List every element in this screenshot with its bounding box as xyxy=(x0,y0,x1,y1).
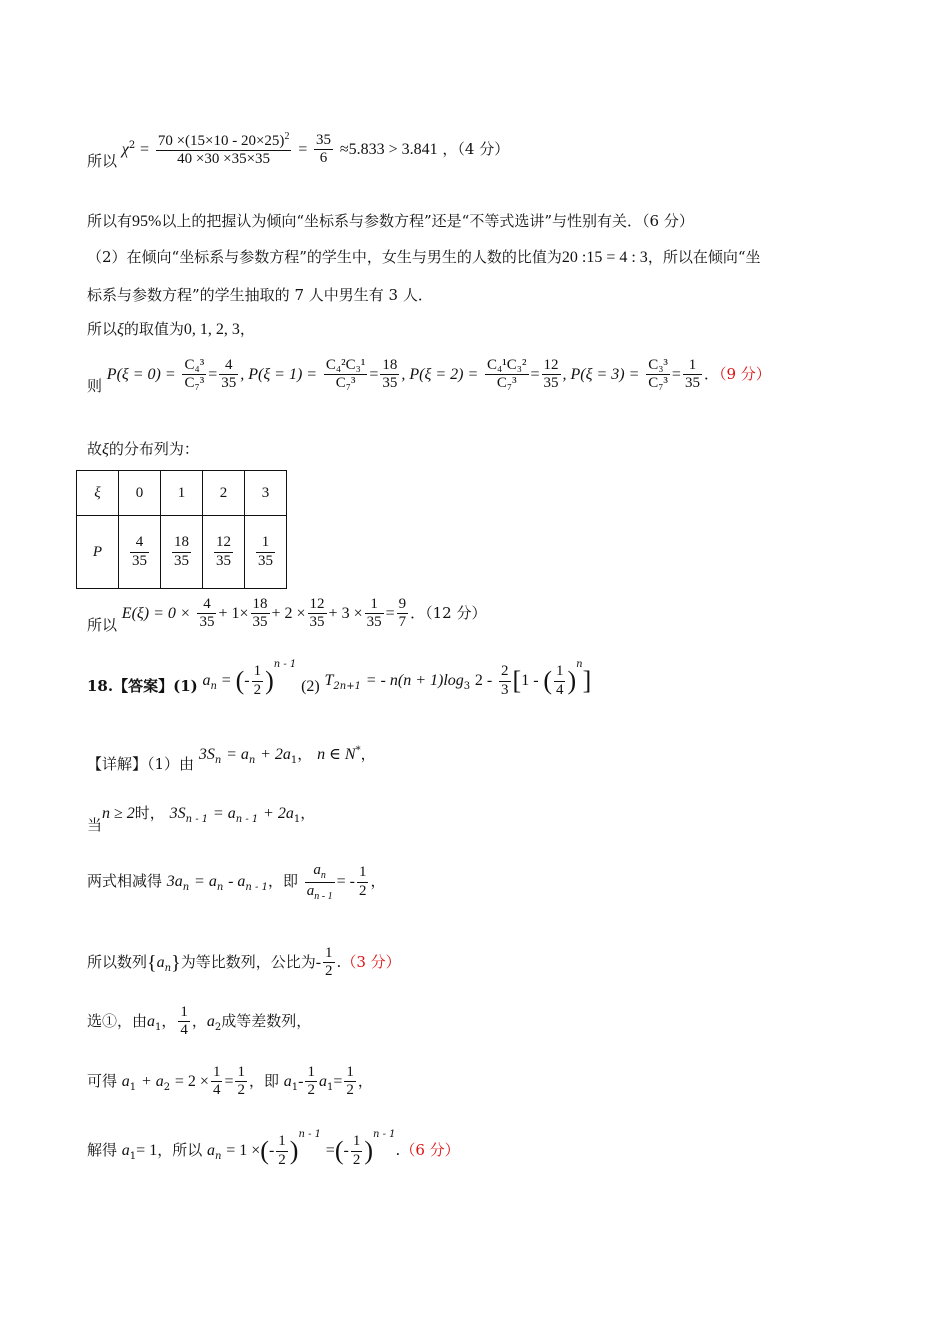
num: 1 xyxy=(178,1004,190,1022)
text: 以上的把握认为倾向“坐标系与参数方程”还是“不等式选讲”与性别有关．（6 分） xyxy=(161,212,694,230)
eq: a xyxy=(121,1142,130,1159)
den: 2 xyxy=(325,963,333,980)
table-cell: 1 xyxy=(161,471,203,516)
chi-result-fraction xyxy=(314,132,333,168)
q18-heading: 18.【答案】(1) xyxy=(87,677,198,695)
eq: + 2a xyxy=(260,746,291,763)
num: C₃³ xyxy=(646,357,670,375)
text: . xyxy=(395,1141,401,1159)
den: 35 xyxy=(252,614,268,631)
sub: n xyxy=(248,755,256,766)
text: 为等比数列，公比为 xyxy=(180,952,316,971)
header-p: P xyxy=(77,516,119,589)
op: = 2 × xyxy=(174,1072,209,1090)
text: 两式相减得 xyxy=(87,872,163,890)
text: ， xyxy=(239,320,255,338)
den: 2 xyxy=(278,1151,286,1168)
distribution-heading xyxy=(87,442,199,458)
eq: 3a xyxy=(166,873,183,890)
points: （9 分） xyxy=(718,364,771,383)
p2-comb xyxy=(485,357,528,393)
den: C₇³ xyxy=(496,375,517,392)
text: ， xyxy=(360,745,376,763)
num: 18 xyxy=(251,596,270,614)
text: 当 xyxy=(87,816,103,834)
probability-line: 则 P(ξ = 0) = $\frac{\text{C₄³}}{\text{C₇³}}$ = $\frac{4}{35}$ , P(ξ = 1) = $\frac{\text{C₄²C₃¹}}{\text{C₇³}}$ = $\frac{18}{35}$ , P(ξ = 2) = $\frac{\text{C₄¹C₃²}}{\text{C₇³}}$ = $\frac{12}{35}$ , P(ξ = 3) = $\frac{\text{C₃³}}{\text{C₇³}}$ = $\frac{1}{35}$ ．（9 分） xyxy=(87,357,771,395)
text: 所以有 xyxy=(87,212,133,230)
part-label: (2) xyxy=(301,678,320,695)
num: 1 xyxy=(554,663,566,681)
detail-line3 xyxy=(87,862,385,902)
text: 故 xyxy=(87,440,103,458)
sup: 2 xyxy=(284,131,290,142)
op: + 1× xyxy=(218,604,249,622)
text: 则 xyxy=(87,376,103,395)
p1-comb xyxy=(324,357,367,393)
text: ，即 xyxy=(267,872,298,890)
eq: = a xyxy=(226,746,249,763)
sub: 2n+1 xyxy=(333,681,361,692)
text: 标系与参数方程”的学生抽取的 7 人中男生有 3 人． xyxy=(87,286,433,304)
sub: n xyxy=(182,882,190,893)
num: 1 xyxy=(357,864,369,882)
p3-comb xyxy=(646,357,670,393)
op: = xyxy=(385,604,395,622)
p3-value xyxy=(683,357,702,393)
ratio: 20 :15 = 4 : 3 xyxy=(561,249,648,266)
bracket: [ xyxy=(512,666,522,695)
num: 4 xyxy=(130,534,149,552)
sup: * xyxy=(355,745,361,756)
den: 4 xyxy=(180,1022,188,1039)
part2-line2 xyxy=(87,288,433,303)
num: 9 xyxy=(397,596,409,614)
chi-approx: ≈5.833 > 3.841 xyxy=(339,140,438,158)
text: ， xyxy=(300,804,316,822)
op: - xyxy=(315,953,322,971)
table-cell xyxy=(161,516,203,589)
sub: n - 1 xyxy=(185,814,209,825)
den: 35 xyxy=(174,552,189,569)
op: = - xyxy=(336,873,355,890)
eq: a xyxy=(318,1072,327,1090)
op: = 1 xyxy=(136,1142,158,1159)
den: 2 xyxy=(253,681,262,698)
paren: ( xyxy=(334,1136,344,1165)
sub: 1 xyxy=(129,1081,137,1093)
table-cell xyxy=(203,516,245,589)
num: 1 xyxy=(276,1133,288,1151)
header-xi: ξ xyxy=(77,471,119,516)
sub: n xyxy=(215,1151,222,1162)
percent: 95% xyxy=(132,213,162,230)
sup: 2 xyxy=(128,139,136,151)
p0-label: P(ξ = 0) = xyxy=(106,365,176,383)
den: 4 xyxy=(212,1082,221,1099)
paren: ) xyxy=(364,1136,373,1165)
exponent: n - 1 xyxy=(298,1129,321,1140)
op: = xyxy=(221,672,231,689)
sub: 2 xyxy=(163,1081,171,1093)
sub: 1 xyxy=(290,755,298,766)
num: 1 xyxy=(305,1064,317,1082)
op: - xyxy=(343,1142,349,1159)
num: 18 xyxy=(380,357,399,375)
p3-label: , P(ξ = 3) = xyxy=(562,365,640,383)
paren: ) xyxy=(289,1136,299,1165)
eq: 3S xyxy=(198,746,215,763)
eq: 3S xyxy=(169,805,186,822)
q18-answer-line xyxy=(87,660,591,699)
op: - xyxy=(298,1072,304,1090)
den: C₇³ xyxy=(184,375,205,392)
text: ， xyxy=(191,1011,207,1030)
num: 12 xyxy=(542,357,561,375)
den: 2 xyxy=(237,1082,245,1099)
sub: n - 1 xyxy=(245,882,268,893)
text: 成等差数列， xyxy=(221,1011,312,1030)
eq: = a xyxy=(212,805,236,822)
den: 2 xyxy=(358,882,367,899)
exponent: n - 1 xyxy=(273,659,297,670)
num: 12 xyxy=(214,534,233,552)
points: ，（4 分） xyxy=(442,139,510,158)
condition: n ≥ 2 xyxy=(102,805,135,822)
chi-square-line: 所以 $\chi^2$ = $\frac{70 \times(15\times 10 - 20\times 25)^2}{40 \times 30 \times 35\times 35}$ = $\frac{35}{6}$ ≈5.833 > 3.841 ，（4 分） xyxy=(87,131,510,170)
text: ，即 xyxy=(248,1071,279,1090)
part2-line3 xyxy=(87,322,255,338)
p2-value xyxy=(542,357,561,393)
sub: 2 xyxy=(214,1021,222,1033)
op: = xyxy=(333,1072,343,1090)
expectation-line xyxy=(87,596,486,633)
table-cell xyxy=(245,516,287,589)
xi: ξ xyxy=(102,441,109,458)
den: 35 xyxy=(543,375,559,392)
sub: n xyxy=(210,681,217,692)
sub: n xyxy=(214,755,222,766)
table-cell: 2 xyxy=(203,471,245,516)
p0-value xyxy=(219,357,238,393)
op: = xyxy=(325,1142,335,1159)
detail-line5 xyxy=(87,1004,311,1040)
num: 4 xyxy=(219,357,238,375)
text: 所以 xyxy=(87,151,118,170)
text: 【详解】（1）由 xyxy=(87,755,195,773)
den: 35 xyxy=(221,375,237,392)
sub: 1 xyxy=(155,1021,162,1033)
a-n: a xyxy=(207,1142,215,1159)
den: 7 xyxy=(398,614,407,631)
exponent: n - 1 xyxy=(372,1129,396,1140)
eq: + a xyxy=(140,1072,164,1090)
den: 2 xyxy=(352,1151,361,1168)
den: 4 xyxy=(555,681,564,698)
distribution-table xyxy=(76,470,287,589)
detail-line4 xyxy=(87,945,401,981)
op: = 1 × xyxy=(226,1142,261,1159)
n-in-N: n ∈ N xyxy=(317,746,356,763)
num: 1 xyxy=(344,1064,356,1082)
detail-line7 xyxy=(87,1130,460,1169)
num: C₄¹C₃² xyxy=(485,357,528,375)
table-row xyxy=(77,471,287,516)
den: 35 xyxy=(309,614,325,631)
text: 时， xyxy=(134,804,165,822)
values: 0, 1, 2, 3 xyxy=(183,321,240,338)
paren: ( xyxy=(543,666,552,695)
num: 2 xyxy=(499,663,511,681)
den: 2 xyxy=(346,1082,354,1099)
p1-label: , P(ξ = 1) = xyxy=(240,365,318,383)
detail-line6 xyxy=(87,1064,373,1100)
den: C₇³ xyxy=(335,375,356,392)
text: 解得 xyxy=(87,1141,118,1159)
text: ， xyxy=(297,745,313,763)
sub: n xyxy=(320,870,326,881)
eq: a xyxy=(121,1072,130,1090)
sub: 3 xyxy=(463,681,471,692)
part2-line1 xyxy=(87,250,760,266)
paren: ( xyxy=(260,1136,269,1165)
eq: + 2a xyxy=(263,805,294,822)
eq: a xyxy=(283,1072,292,1090)
den: 35 xyxy=(216,552,231,569)
op: 1 - xyxy=(521,672,539,689)
text: 可得 xyxy=(87,1071,118,1090)
text: 所以数列 xyxy=(87,952,148,971)
text: 所以 xyxy=(87,615,118,634)
text: 选①，由 xyxy=(87,1011,148,1030)
num: 1 xyxy=(252,663,264,681)
sub: 1 xyxy=(291,1081,299,1093)
table-cell: 0 xyxy=(119,471,161,516)
exponent: n xyxy=(576,659,583,670)
num: 1 xyxy=(683,357,702,375)
brace: { xyxy=(147,951,157,974)
num: 12 xyxy=(308,596,327,614)
den: 35 xyxy=(132,552,147,569)
text: ， xyxy=(357,1071,373,1090)
table-cell xyxy=(119,516,161,589)
eq: = a xyxy=(194,873,217,890)
points: ．（12 分） xyxy=(410,603,487,622)
den: 2 xyxy=(307,1082,315,1099)
paren: ) xyxy=(567,666,577,695)
chi-fraction xyxy=(156,131,292,169)
op: + 2 × xyxy=(271,604,306,622)
chi-denominator: 40 ×30 ×35×35 xyxy=(177,151,271,168)
brace: } xyxy=(171,951,181,974)
num: 1 xyxy=(256,534,275,552)
num: 1 xyxy=(323,945,335,963)
eq: - a xyxy=(228,873,246,890)
table-cell: 3 xyxy=(245,471,287,516)
paren: ( xyxy=(235,666,245,695)
chi-numerator: 70 ×(15×10 - 20×25) xyxy=(157,133,285,149)
text: . xyxy=(336,952,342,971)
den: 6 xyxy=(319,150,328,167)
op: = xyxy=(224,1072,234,1090)
den: 35 xyxy=(382,375,398,392)
num: a xyxy=(313,862,321,878)
num: 1 xyxy=(211,1064,223,1082)
paren: ) xyxy=(265,666,274,695)
sub: 1 xyxy=(293,814,301,825)
num: 1 xyxy=(351,1133,363,1151)
a2: a xyxy=(206,1012,215,1030)
chi-symbol: χ xyxy=(121,140,129,158)
den: 3 xyxy=(501,681,509,698)
num: C₄²C₃¹ xyxy=(324,357,367,375)
sub: 1 xyxy=(129,1151,137,1162)
sub: 1 xyxy=(326,1081,334,1093)
sub: n - 1 xyxy=(314,890,333,902)
text: ，所以在倾向“坐 xyxy=(647,248,761,266)
conclusion-line xyxy=(87,214,694,230)
p1-value xyxy=(380,357,399,393)
sub: n - 1 xyxy=(235,814,259,825)
text: 的取值为 xyxy=(123,320,184,338)
p2-label: , P(ξ = 2) = xyxy=(401,365,479,383)
points: （3 分） xyxy=(341,952,401,971)
op: - xyxy=(268,1142,275,1159)
den: 35 xyxy=(199,614,215,631)
t-sym: T xyxy=(324,672,334,689)
num: 18 xyxy=(172,534,191,552)
bracket: ] xyxy=(582,666,592,695)
num: 1 xyxy=(235,1064,247,1082)
text: ． xyxy=(703,364,719,383)
sub: n xyxy=(164,962,172,974)
text: （2）在倾向“坐标系与参数方程”的学生中，女生与男生的人数的比值为 xyxy=(87,248,562,266)
text: ，所以 xyxy=(157,1141,203,1159)
detail-line1 xyxy=(87,746,376,772)
num: 4 xyxy=(197,596,216,614)
a-n: a xyxy=(202,672,211,689)
den: 35 xyxy=(684,375,700,392)
detail-line2 xyxy=(87,806,315,833)
xi: ξ xyxy=(117,321,124,338)
p0-comb xyxy=(182,357,206,393)
den: 35 xyxy=(366,614,382,631)
expectation-label: E(ξ) = 0 × xyxy=(121,604,191,622)
a1: a xyxy=(147,1012,156,1030)
text: ， xyxy=(370,872,386,890)
den: 35 xyxy=(258,552,273,569)
op: - xyxy=(244,672,250,689)
den: C₇³ xyxy=(648,375,668,392)
a-n: a xyxy=(156,953,165,971)
text: 所以 xyxy=(87,320,118,338)
text: 的分布列为： xyxy=(108,440,199,458)
table-row xyxy=(77,516,287,589)
den: a xyxy=(306,882,315,899)
rhs: = - n(n + 1)log xyxy=(365,672,464,689)
rhs: 2 - xyxy=(474,672,493,689)
num: 35 xyxy=(314,132,333,150)
text: ， xyxy=(161,1011,177,1030)
points: （6 分） xyxy=(400,1141,460,1159)
sub: n xyxy=(216,882,224,893)
op: + 3 × xyxy=(328,604,363,622)
num: C₄³ xyxy=(182,357,206,375)
num: 1 xyxy=(365,596,384,614)
